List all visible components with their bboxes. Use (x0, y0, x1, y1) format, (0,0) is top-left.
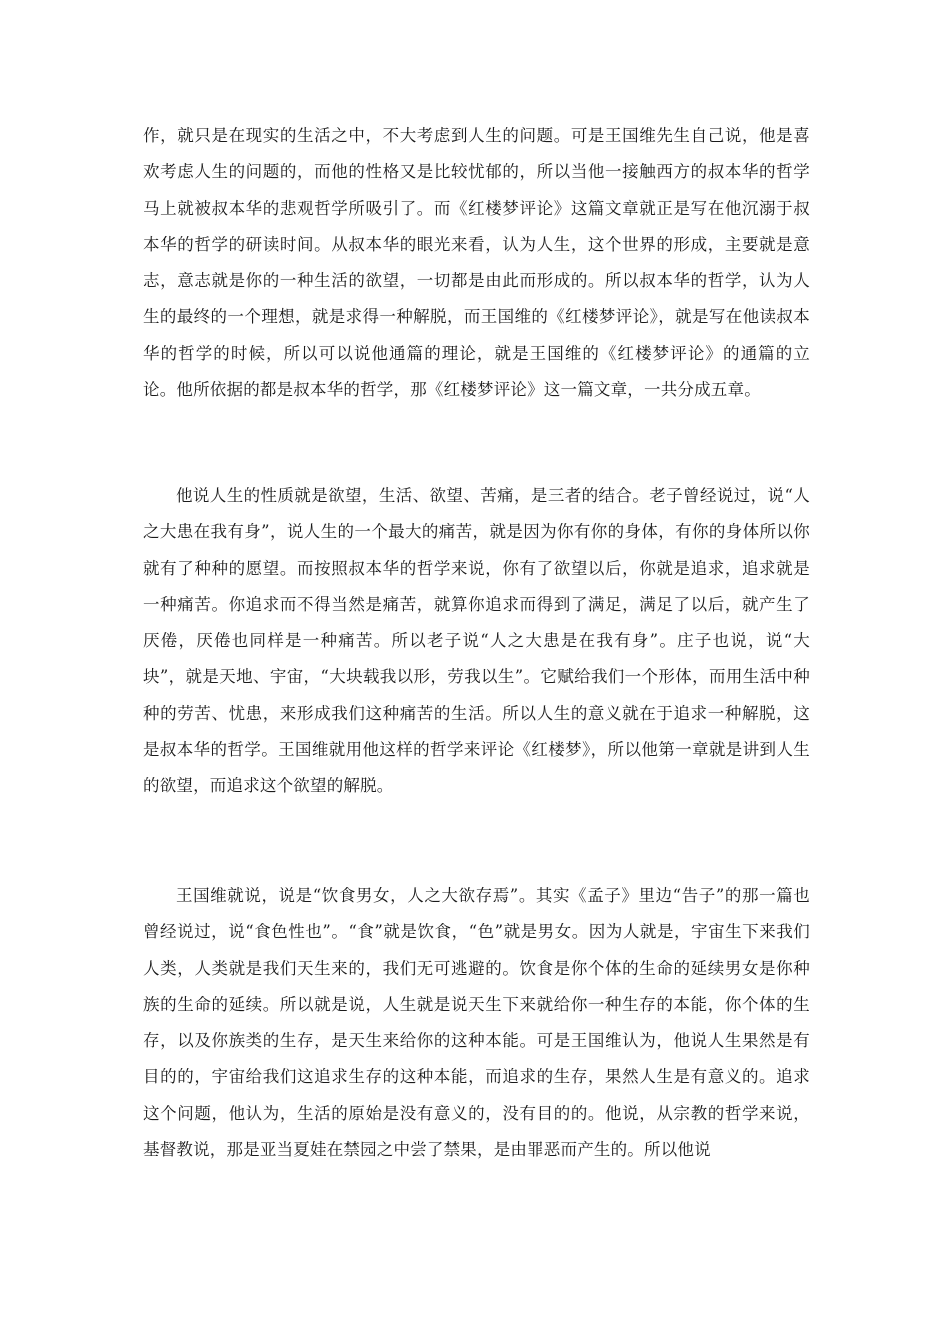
paragraph-3: 王国维就说，说是“饮食男女，人之大欲存焉”。其实《孟子》里边“告子”的那一篇也曾经说过，说“食色性也”。“食”就是饮食，“色”就是男女。因为人就是，宇宙生下来我们人类，人类就是我们天生来的，我们无可逃避的。饮食是你个体的生命的延续男女是你种族的生命的延续。所以就是说，人生就是说天生下来就给你一种生存的本能，你个体的生存，以及你族类的生存，是天生来给你的这种本能。可是王国维认为，他说人生果然是有目的的，宇宙给我们这追求生存的这种本能，而追求的生存，果然人生是有意义的。追求这个问题，他认为，生活的原始是没有意义的，没有目的的。他说，从宗教的哲学来说，基督教说，那是亚当夏娃在禁园之中尝了禁果，是由罪恶而产生的。所以他说 (143, 886, 810, 1160)
paragraph-1: 作，就只是在现实的生活之中，不大考虑到人生的问题。可是王国维先生自己说，他是喜欢考虑人生的问题的，而他的性格又是比较忧郁的，所以当他一接触西方的叔本华的哲学马上就被叔本华的悲观哲学所吸引了。而《红楼梦评论》这篇文章就正是写在他沉溺于叔本华的哲学的研读时间。从叔本华的眼光来看，认为人生，这个世界的形成，主要就是意志，意志就是你的一种生活的欲望，一切都是由此而形成的。所以叔本华的哲学，认为人生的最终的一个理想，就是求得一种解脱，而王国维的《红楼梦评论》，就是写在他读叔本华的哲学的时候，所以可以说他通篇的理论，就是王国维的《红楼梦评论》的通篇的立论。他所依据的都是叔本华的哲学，那《红楼梦评论》这一篇文章，一共分成五章。 (143, 126, 810, 400)
paragraph-2: 他说人生的性质就是欲望，生活、欲望、苦痛，是三者的结合。老子曾经说过，说“人之大患在我有身”，说人生的一个最大的痛苦，就是因为你有你的身体，有你的身体所以你就有了种种的愿望。而按照叔本华的哲学来说，你有了欲望以后，你就是追求，追求就是一种痛苦。你追求而不得当然是痛苦，就算你追求而得到了满足，满足了以后，就产生了厌倦，厌倦也同样是一种痛苦。所以老子说“人之大患是在我有身”。庄子也说，说“大块”，就是天地、宇宙，“大块载我以形，劳我以生”。它赋给我们一个形体，而用生活中种种的劳苦、忧患，来形成我们这种痛苦的生活。所以人生的意义就在于追求一种解脱，这是叔本华的哲学。王国维就用他这样的哲学来评论《红楼梦》，所以他第一章就是讲到人生的欲望，而追求这个欲望的解脱。 (143, 486, 810, 796)
